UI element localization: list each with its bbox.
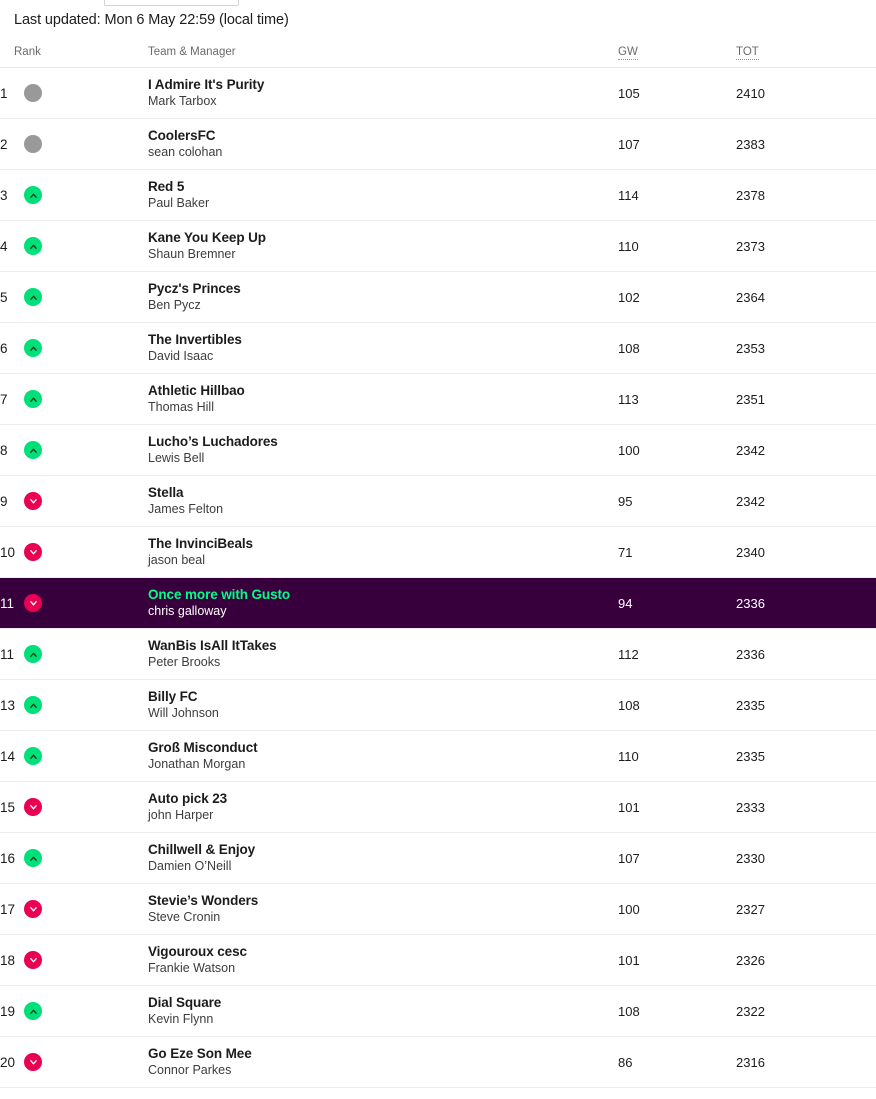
table-row[interactable]: [0, 986, 876, 1037]
movement-up-icon: [24, 747, 42, 765]
column-header-gw: [618, 38, 736, 68]
manager-name: Will Johnson: [148, 705, 219, 720]
table-row[interactable]: [0, 782, 876, 833]
table-row[interactable]: [0, 476, 876, 527]
column-header-rank: [0, 38, 148, 68]
row-total-points: 2364: [736, 272, 876, 323]
team-name[interactable]: Vigouroux cesc: [148, 943, 247, 959]
movement-up-icon: [24, 339, 42, 357]
rank-number: 15: [0, 799, 16, 815]
table-row[interactable]: [0, 425, 876, 476]
team-name[interactable]: Billy FC: [148, 688, 198, 704]
team-name[interactable]: Once more with Gusto: [148, 586, 291, 602]
manager-name: Thomas Hill: [148, 399, 214, 414]
team-name[interactable]: Lucho’s Luchadores: [148, 433, 278, 449]
row-total-points: 2353: [736, 323, 876, 374]
row-rank-cell: [0, 68, 148, 119]
manager-name: chris galloway: [148, 603, 227, 618]
row-rank-cell: [0, 272, 148, 323]
team-name[interactable]: Groß Misconduct: [148, 739, 258, 755]
manager-name: Ben Pycz: [148, 297, 201, 312]
row-rank-cell: [0, 374, 148, 425]
movement-up-icon: [24, 1002, 42, 1020]
manager-name: Jonathan Morgan: [148, 756, 246, 771]
row-total-points: 2333: [736, 782, 876, 833]
manager-name: Steve Cronin: [148, 909, 221, 924]
row-rank-cell: [0, 935, 148, 986]
movement-up-icon: [24, 390, 42, 408]
team-name[interactable]: The InvinciBeals: [148, 535, 253, 551]
row-rank-cell: [0, 680, 148, 731]
rank-number: 9: [0, 493, 8, 509]
rank-number: 2: [0, 136, 8, 152]
team-name[interactable]: Stevie’s Wonders: [148, 892, 259, 908]
row-rank-cell: [0, 425, 148, 476]
movement-up-icon: [24, 288, 42, 306]
table-row[interactable]: [0, 680, 876, 731]
manager-name: jason beal: [148, 552, 205, 567]
team-name[interactable]: Stella: [148, 484, 184, 500]
row-team-cell[interactable]: [148, 68, 618, 119]
rank-number: 13: [0, 697, 16, 713]
movement-down-icon: [24, 798, 42, 816]
row-total-points: 2351: [736, 374, 876, 425]
table-row[interactable]: [0, 935, 876, 986]
column-header-rank-label: Rank: [14, 46, 41, 58]
row-rank-cell: [0, 476, 148, 527]
team-name[interactable]: Kane You Keep Up: [148, 229, 266, 245]
manager-name: Mark Tarbox: [148, 93, 217, 108]
row-rank-cell: [0, 731, 148, 782]
row-total-points: 2410: [736, 68, 876, 119]
row-gw-points: 107: [618, 833, 736, 884]
table-row[interactable]: [0, 629, 876, 680]
row-gw-points: 112: [618, 629, 736, 680]
team-name[interactable]: WanBis IsAll ItTakes: [148, 637, 277, 653]
row-total-points: 2335: [736, 680, 876, 731]
row-total-points: 2322: [736, 986, 876, 1037]
column-header-tot-label: TOT: [736, 46, 759, 58]
row-team-cell[interactable]: [148, 629, 618, 680]
rank-number: 7: [0, 391, 8, 407]
page-search-input[interactable]: [104, 0, 239, 6]
rank-number: 18: [0, 952, 16, 968]
row-team-cell[interactable]: [148, 986, 618, 1037]
row-rank-cell: [0, 1037, 148, 1088]
rank-number: 5: [0, 289, 8, 305]
row-team-cell[interactable]: [148, 425, 618, 476]
row-team-cell[interactable]: [148, 935, 618, 986]
team-name[interactable]: Dial Square: [148, 994, 222, 1010]
last-updated-text: Last updated: Mon 6 May 22:59 (local time): [14, 12, 289, 28]
row-team-cell[interactable]: [148, 782, 618, 833]
row-rank-cell: [0, 323, 148, 374]
row-gw-points: 102: [618, 272, 736, 323]
movement-down-icon: [24, 1053, 42, 1071]
row-rank-cell: [0, 629, 148, 680]
movement-down-icon: [24, 900, 42, 918]
row-gw-points: 100: [618, 425, 736, 476]
rank-number: 8: [0, 442, 8, 458]
team-name[interactable]: CoolersFC: [148, 127, 216, 143]
row-rank-cell: [0, 119, 148, 170]
movement-down-icon: [24, 492, 42, 510]
row-gw-points: 110: [618, 731, 736, 782]
table-row[interactable]: [0, 374, 876, 425]
table-row[interactable]: [0, 578, 876, 629]
table-row[interactable]: [0, 833, 876, 884]
movement-same-icon: [24, 84, 42, 102]
rank-number: 6: [0, 340, 8, 356]
row-total-points: 2335: [736, 731, 876, 782]
movement-up-icon: [24, 186, 42, 204]
rank-number: 19: [0, 1003, 16, 1019]
row-rank-cell: [0, 578, 148, 629]
row-team-cell[interactable]: [148, 323, 618, 374]
standings-table-head: [0, 38, 876, 68]
row-total-points: 2342: [736, 425, 876, 476]
rank-number: 3: [0, 187, 8, 203]
table-row[interactable]: [0, 272, 876, 323]
table-row[interactable]: [0, 323, 876, 374]
row-rank-cell: [0, 527, 148, 578]
row-gw-points: 71: [618, 527, 736, 578]
standings-header-row: [0, 38, 876, 68]
movement-up-icon: [24, 645, 42, 663]
manager-name: Shaun Bremner: [148, 246, 236, 261]
row-gw-points: 108: [618, 680, 736, 731]
row-team-cell[interactable]: [148, 272, 618, 323]
row-total-points: 2330: [736, 833, 876, 884]
row-total-points: 2316: [736, 1037, 876, 1088]
team-name[interactable]: The Invertibles: [148, 331, 242, 347]
row-gw-points: 105: [618, 68, 736, 119]
team-name[interactable]: Red 5: [148, 178, 185, 194]
team-name[interactable]: Athletic Hillbao: [148, 382, 245, 398]
row-gw-points: 110: [618, 221, 736, 272]
top-strip: [0, 0, 876, 8]
row-gw-points: 107: [618, 119, 736, 170]
team-name[interactable]: Chillwell & Enjoy: [148, 841, 256, 857]
row-team-cell[interactable]: [148, 221, 618, 272]
row-team-cell[interactable]: [148, 527, 618, 578]
row-total-points: 2336: [736, 578, 876, 629]
column-header-team-label: Team & Manager: [148, 46, 236, 58]
row-team-cell[interactable]: [148, 119, 618, 170]
row-team-cell[interactable]: [148, 1037, 618, 1088]
manager-name: Frankie Watson: [148, 960, 236, 975]
table-row[interactable]: [0, 731, 876, 782]
movement-down-icon: [24, 594, 42, 612]
manager-name: Kevin Flynn: [148, 1011, 214, 1026]
row-total-points: 2373: [736, 221, 876, 272]
row-total-points: 2336: [736, 629, 876, 680]
manager-name: Damien O’Neill: [148, 858, 232, 873]
team-name[interactable]: Pycz's Princes: [148, 280, 241, 296]
row-rank-cell: [0, 782, 148, 833]
row-team-cell[interactable]: [148, 476, 618, 527]
rank-number: 11: [0, 595, 15, 611]
movement-down-icon: [24, 543, 42, 561]
row-gw-points: 113: [618, 374, 736, 425]
manager-name: Lewis Bell: [148, 450, 205, 465]
manager-name: David Isaac: [148, 348, 214, 363]
standings-table-body: [0, 68, 876, 1088]
row-team-cell[interactable]: [148, 731, 618, 782]
table-row[interactable]: [0, 527, 876, 578]
movement-up-icon: [24, 696, 42, 714]
row-rank-cell: [0, 221, 148, 272]
movement-up-icon: [24, 237, 42, 255]
rank-number: 4: [0, 238, 8, 254]
row-gw-points: 101: [618, 782, 736, 833]
column-header-tot: [736, 38, 876, 68]
rank-number: 16: [0, 850, 16, 866]
row-total-points: 2383: [736, 119, 876, 170]
column-header-gw-label: GW: [618, 46, 638, 58]
row-total-points: 2378: [736, 170, 876, 221]
movement-down-icon: [24, 951, 42, 969]
row-rank-cell: [0, 833, 148, 884]
table-row[interactable]: [0, 221, 876, 272]
row-gw-points: 114: [618, 170, 736, 221]
manager-name: john Harper: [148, 807, 214, 822]
rank-number: 17: [0, 901, 16, 917]
row-total-points: 2327: [736, 884, 876, 935]
row-gw-points: 86: [618, 1037, 736, 1088]
manager-name: sean colohan: [148, 144, 223, 159]
table-row[interactable]: [0, 119, 876, 170]
rank-number: 11: [0, 646, 15, 662]
row-team-cell[interactable]: [148, 833, 618, 884]
team-name[interactable]: I Admire It's Purity: [148, 76, 265, 92]
team-name[interactable]: Go Eze Son Mee: [148, 1045, 252, 1061]
rank-number: 14: [0, 748, 16, 764]
manager-name: Paul Baker: [148, 195, 210, 210]
row-gw-points: 108: [618, 323, 736, 374]
row-gw-points: 108: [618, 986, 736, 1037]
table-row[interactable]: [0, 1037, 876, 1088]
manager-name: Peter Brooks: [148, 654, 221, 669]
rank-number: 1: [0, 85, 8, 101]
movement-up-icon: [24, 849, 42, 867]
rank-number: 10: [0, 544, 16, 560]
table-row[interactable]: [0, 68, 876, 119]
table-row[interactable]: [0, 170, 876, 221]
row-team-cell[interactable]: [148, 374, 618, 425]
row-gw-points: 95: [618, 476, 736, 527]
row-total-points: 2340: [736, 527, 876, 578]
row-team-cell[interactable]: [148, 578, 618, 629]
column-header-team: [148, 38, 618, 68]
row-gw-points: 100: [618, 884, 736, 935]
row-rank-cell: [0, 884, 148, 935]
row-team-cell[interactable]: [148, 170, 618, 221]
standings-table: [0, 38, 876, 1088]
rank-number: 20: [0, 1054, 16, 1070]
team-name[interactable]: Auto pick 23: [148, 790, 228, 806]
row-team-cell[interactable]: [148, 680, 618, 731]
manager-name: Connor Parkes: [148, 1062, 232, 1077]
row-rank-cell: [0, 170, 148, 221]
row-team-cell[interactable]: [148, 884, 618, 935]
row-gw-points: 94: [618, 578, 736, 629]
row-total-points: 2326: [736, 935, 876, 986]
manager-name: James Felton: [148, 501, 224, 516]
row-total-points: 2342: [736, 476, 876, 527]
row-rank-cell: [0, 986, 148, 1037]
row-gw-points: 101: [618, 935, 736, 986]
movement-same-icon: [24, 135, 42, 153]
table-row[interactable]: [0, 884, 876, 935]
movement-up-icon: [24, 441, 42, 459]
